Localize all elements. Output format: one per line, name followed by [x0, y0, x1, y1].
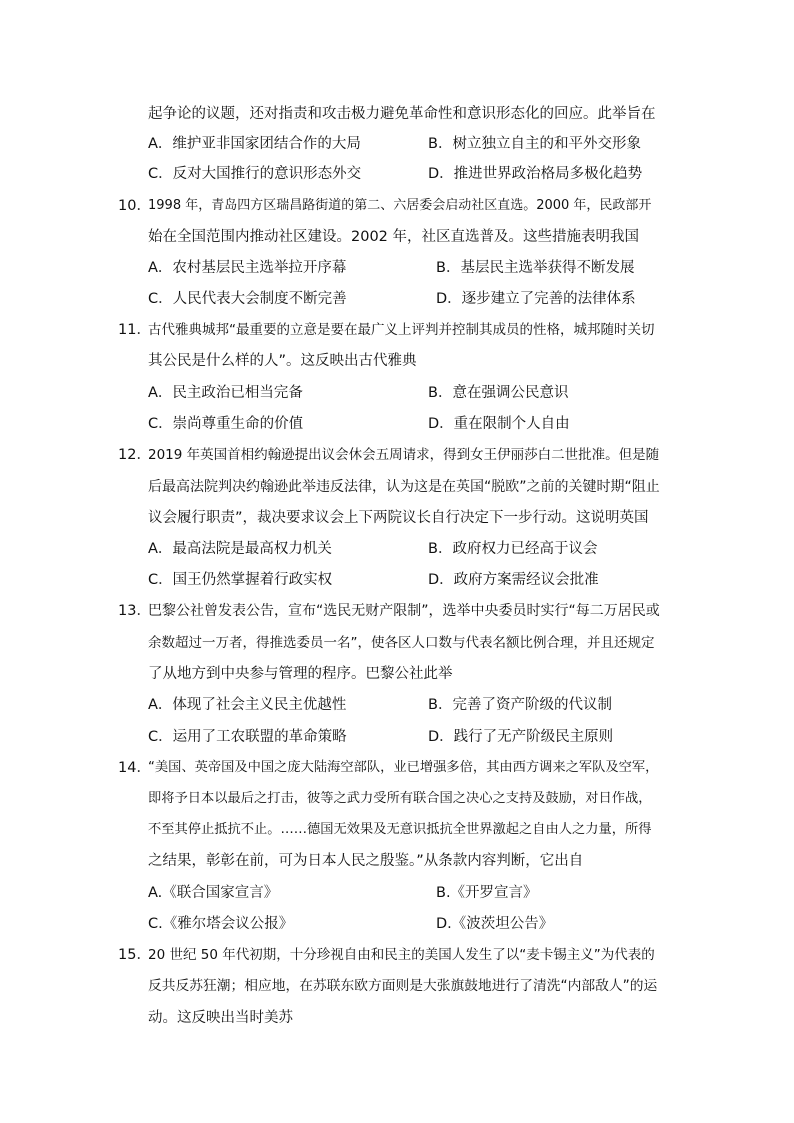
q12-option-d: D．政府方案需经议会批准 — [428, 572, 599, 588]
q13-stem-line-2: 余数超过一万者，得推选委员一名”，使各区人口数与代表名额比例合理，并且还规定 — [148, 635, 655, 651]
q14-stem-line-1: “美国、英帝国及中国之庞大陆海空部队，业已增强多倍，其由西方调来之军队及空军， — [148, 760, 659, 775]
q10-option-c: C．人民代表大会制度不断完善 — [148, 291, 347, 307]
q14-stem-line-4: 之结果，彰彰在前，可为日本人民之殷鉴。”从条款内容判断，它出自 — [148, 853, 584, 869]
q13-option-c: C．运用了工农联盟的革命策略 — [148, 729, 347, 745]
q9-option-a: A．维护亚非国家团结合作的大局 — [148, 136, 361, 152]
q11-stem-line-2: 其公民是什么样的人”。这反映出古代雅典 — [148, 353, 417, 369]
q14-number: 14． — [118, 760, 151, 776]
q12-option-b: B．政府权力已经高于议会 — [428, 541, 598, 557]
q15-stem-line-2: 反共反苏狂潮；相应地，在苏联东欧方面则是大张旗鼓地进行了清洗“内部敌人”的运 — [148, 978, 658, 994]
q9-option-c: C．反对大国推行的意识形态外交 — [148, 166, 362, 182]
q14-option-a: A.《联合国家宣言》 — [148, 885, 279, 901]
q12-stem-line-2: 后最高法院判决约翰逊此举违反法律，认为这是在英国“脱欧”之前的关键时期“阻止 — [148, 479, 660, 495]
q14-stem-line-3: 不至其停止抵抗不止。……德国无效果及无意识抵抗全世界激起之自由人之力量，所得 — [148, 822, 652, 837]
q14-option-c: C.《雅尔塔会议公报》 — [148, 916, 294, 932]
q13-stem-line-1: 巴黎公社曾发表公告，宣布“选民无财产限制”，选举中央委员时实行“每二万居民或 — [148, 603, 660, 619]
q9-option-b: B．树立独立自主的和平外交形象 — [428, 136, 641, 152]
q10-option-b: B．基层民主选举获得不断发展 — [436, 260, 635, 276]
q10-number: 10． — [118, 198, 151, 214]
q10-option-a: A．农村基层民主选举拉开序幕 — [148, 260, 347, 276]
q12-number: 12． — [118, 447, 151, 463]
q15-stem-line-1: 20 世纪 50 年代初期，十分珍视自由和民主的美国人发生了以“麦卡锡主义”为代表的 — [148, 947, 655, 963]
q10-stem-line-2: 始在全国范围内推动社区建设。2002 年，社区直选普及。这些措施表明我国 — [148, 229, 640, 245]
q10-option-d: D．逐步建立了完善的法律体系 — [436, 291, 636, 307]
q11-option-d: D．重在限制个人自由 — [428, 416, 570, 432]
q15-stem-line-3: 动。这反映出当时美苏 — [148, 1010, 293, 1026]
q14-stem-line-2: 即将予日本以最后之打击，彼等之武力受所有联合国之决心之支持及鼓励，对日作战， — [148, 791, 652, 806]
q11-number: 11． — [118, 322, 151, 338]
q14-option-d: D.《波茨坦公告》 — [436, 916, 554, 932]
q15-number: 15． — [118, 947, 151, 963]
q13-number: 13． — [118, 603, 151, 619]
q11-option-b: B．意在强调公民意识 — [428, 385, 569, 401]
q11-stem-line-1: 古代雅典城邦“最重要的立意是要在最广义上评判并控制其成员的性格，城邦随时关切 — [148, 322, 655, 338]
q11-option-a: A．民主政治已相当完备 — [148, 385, 303, 401]
q14-option-b: B.《开罗宣言》 — [436, 885, 538, 901]
q10-stem-line-1: 1998 年，青岛四方区瑞昌路街道的第二、六居委会启动社区直选。2000 年，民政部开 — [148, 198, 652, 213]
q11-option-c: C．崇尚尊重生命的价值 — [148, 416, 304, 432]
q13-stem-line-3: 了从地方到中央参与管理的程序。巴黎公社此举 — [148, 666, 453, 682]
q9-option-d: D．推进世界政治格局多极化趋势 — [428, 166, 643, 182]
q9-stem-line: 起争论的议题，还对指责和攻击极力避免革命性和意识形态化的回应。此举旨在 — [148, 106, 656, 122]
q13-option-a: A．体现了社会主义民主优越性 — [148, 697, 347, 713]
q12-option-c: C．国王仍然掌握着行政实权 — [148, 572, 333, 588]
q13-option-b: B．完善了资产阶级的代议制 — [428, 697, 612, 713]
q13-option-d: D．践行了无产阶级民主原则 — [428, 729, 614, 745]
q12-option-a: A．最高法院是最高权力机关 — [148, 541, 332, 557]
q12-stem-line-1: 2019 年英国首相约翰逊提出议会休会五周请求，得到女王伊丽莎白二世批准。但是随 — [148, 447, 660, 463]
q12-stem-line-3: 议会履行职责”，裁决要求议会上下两院议长自行决定下一步行动。这说明英国 — [148, 510, 649, 526]
